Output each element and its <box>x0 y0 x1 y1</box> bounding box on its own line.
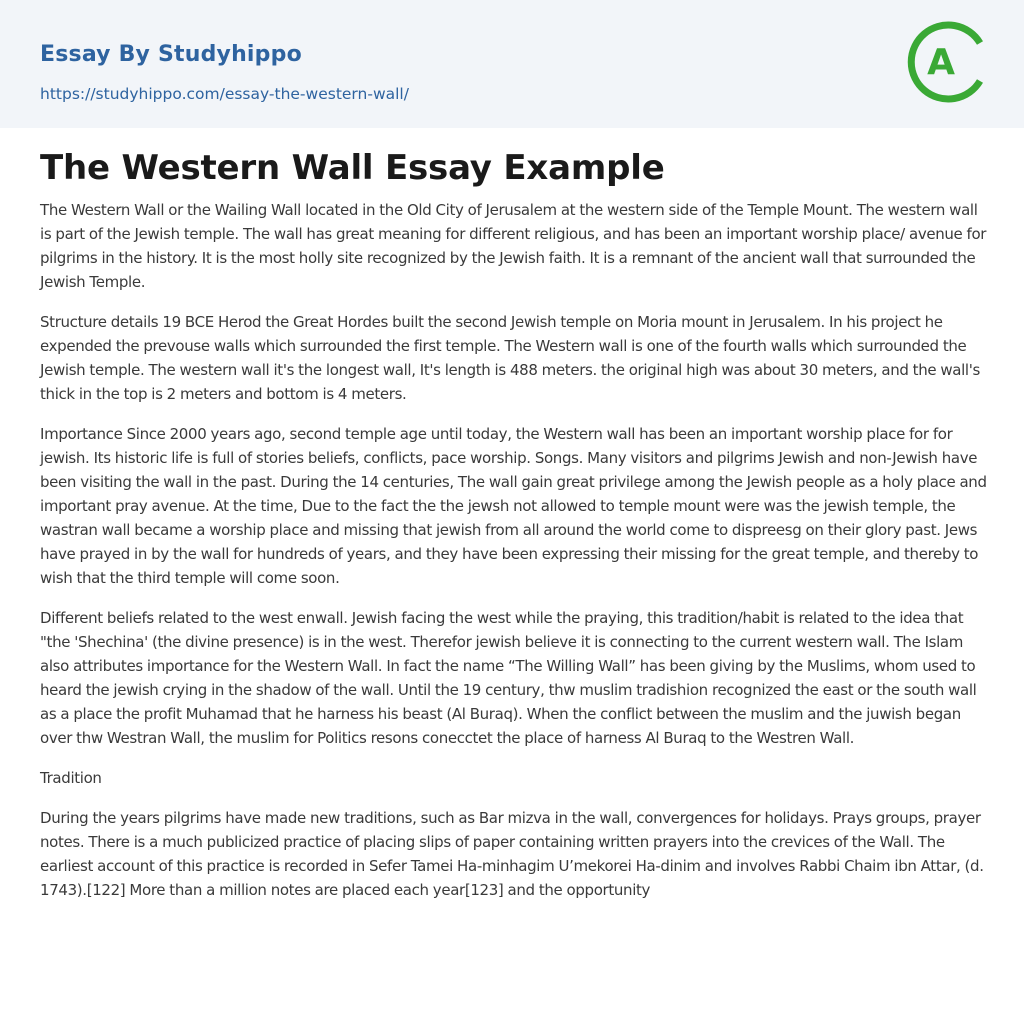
page-title: The Western Wall Essay Example <box>40 148 665 188</box>
site-header <box>0 0 1024 128</box>
article <box>40 146 990 918</box>
article-paragraph: Different beliefs related to the west enwall. Jewish facing the west while the praying, this tradition/habit is related to the idea that "the 'Shechina' (the divine presence) is in the west. Therefor jewish believe it is connecting to the current western wall. The Islam also attributes importance for the Western Wall. In fact the name “The Willing Wall” has been giving by the Muslims, whom used to heard the jewish crying in the shadow of the wall. Until the 19 century, thw muslim tradishion recognized the east or the south wall as a place the profit Muhamad that he harness his beast (Al Buraq). When the conflict between the muslim and the juwish began over thw Westran Wall, the muslim for Politics resons conecctet the place of harness Al Buraq to the Westren Wall. <box>40 609 977 747</box>
article-paragraph: Importance Since 2000 years ago, second temple age until today, the Western wall has been an important worship place for for jewish. Its historic life is full of stories beliefs, conflicts, pace worship. Songs. Many visitors and pilgrims Jewish and non-Jewish have been visiting the wall in the past. During the 14 centuries, The wall gain great privilege among the Jewish people as a holy place and important pray avenue. At the time, Due to the fact the the jewsh not allowed to temple mount were was the jewish temple, the wastran wall became a worship place and missing that jewish from all around the world come to dispreesg on their glory past. Jews have prayed in by the wall for hundreds of years, and they have been expressing their missing for the great temple, and thereby to wish that the third temple will come soon. <box>40 425 987 587</box>
article-paragraph: The Western Wall or the Wailing Wall located in the Old City of Jerusalem at the western side of the Temple Mount. The western wall is part of the Jewish temple. The wall has great meaning for different religious, and has been an important worship place/ avenue for pilgrims in the history. It is the most holly site recognized by the Jewish faith. It is a remnant of the ancient wall that surrounded the Jewish Temple. <box>40 201 987 291</box>
source-url-link[interactable]: https://studyhippo.com/essay-the-western-wall/ <box>40 85 409 103</box>
article-paragraph: During the years pilgrims have made new traditions, such as Bar mizva in the wall, convergences for holidays. Prays groups, prayer notes. There is a much publicized practice of placing slips of paper containing written prayers into the crevices of the Wall. The earliest account of this practice is recorded in Sefer Tamei Ha-minhagim U’mekorei Ha-dinim and involves Rabbi Chaim ibn Attar, (d. 1743).[122] More than a million notes are placed each year[123] and the opportunity <box>40 809 984 899</box>
article-paragraph: Structure details 19 BCE Herod the Great Hordes built the second Jewish temple on Moria mount in Jerusalem. In his project he expended the prevouse walls which surrounded the first temple. The Western wall is one of the fourth walls which surrounded the Jewish temple. The western wall it's the longest wall, It's length is 488 meters. the original high was about 30 meters, and the wall's thick in the top is 2 meters and bottom is 4 meters. <box>40 313 980 403</box>
studyhippo-logo-icon[interactable] <box>906 16 990 108</box>
brand-title[interactable]: Essay By Studyhippo <box>40 42 302 67</box>
logo-letter: A <box>927 42 955 83</box>
section-heading-tradition: Tradition <box>40 769 102 787</box>
